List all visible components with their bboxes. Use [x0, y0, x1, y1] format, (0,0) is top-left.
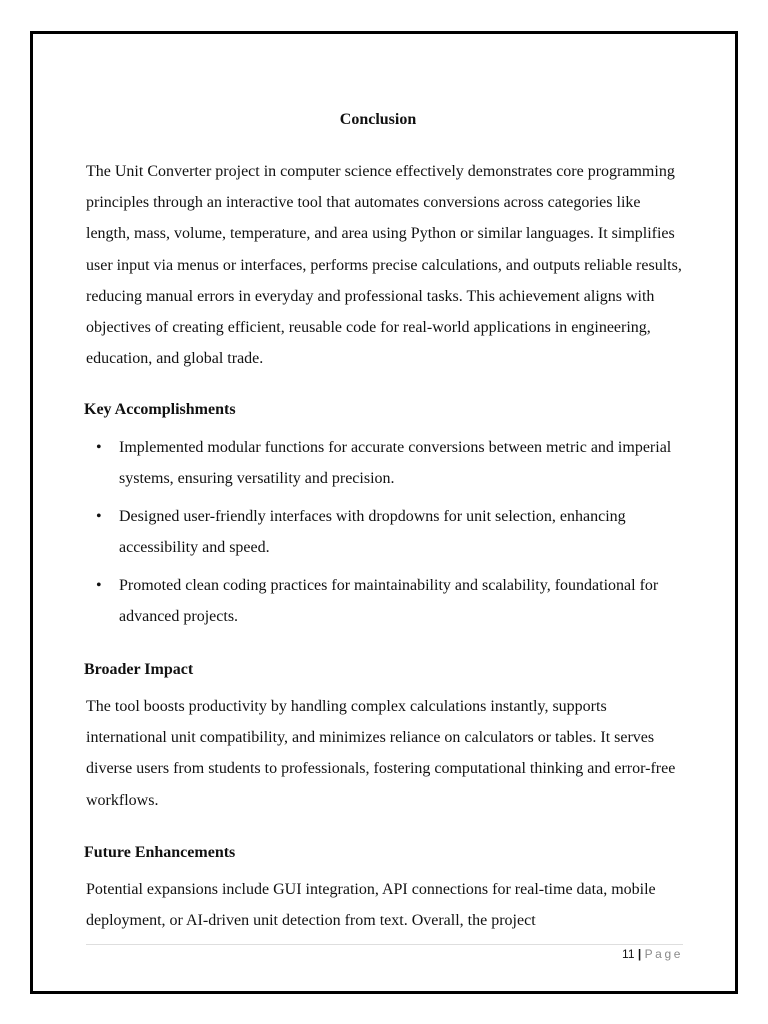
bullet-icon: • — [96, 508, 102, 525]
impact-paragraph: The tool boosts productivity by handling complex calculations instantly, supports international unit compatibility, and minimizes reliance on calculators or tables. It serves diverse users from students to professionals, fostering computational thinking and error-free workflows. — [86, 698, 676, 809]
accomplishments-list — [86, 432, 686, 639]
page-separator: | — [637, 947, 642, 961]
list-item-text: Implemented modular functions for accurate conversions between metric and imperial systems, ensuring versatility and precision. — [119, 439, 672, 487]
list-item-text: Designed user-friendly interfaces with dropdowns for unit selection, enhancing accessibility and speed. — [119, 508, 626, 556]
page-title: Conclusion — [339, 111, 417, 128]
intro-paragraph: The Unit Converter project in computer science effectively demonstrates core programming principles through an interactive tool that automates conversions across categories like length, mass, volume, temperature, and area using Python or similar languages. It simplifies user input via menus or interfaces, performs precise calculations, and outputs reliable results, reducing manual errors in everyday and professional tasks. This achievement aligns with objectives of creating efficient, reusable code for real-world applications in engineering, education, and global trade. — [86, 163, 682, 368]
page-number: 11 — [622, 947, 635, 961]
bullet-icon: • — [96, 577, 102, 594]
impact-heading: Broader Impact — [84, 661, 194, 678]
page-footer — [86, 944, 683, 963]
future-paragraph: Potential expansions include GUI integration, API connections for real-time data, mobile deployment, or AI-driven unit detection from text. Overall, the project — [86, 881, 656, 930]
list-item — [86, 432, 686, 494]
page-label: Page — [644, 947, 683, 961]
list-item — [86, 570, 686, 632]
future-heading: Future Enhancements — [84, 844, 236, 861]
bullet-icon: • — [96, 439, 102, 456]
list-item — [86, 501, 686, 563]
accomplishments-heading: Key Accomplishments — [84, 401, 236, 418]
list-item-text: Promoted clean coding practices for maintainability and scalability, foundational for advanced projects. — [119, 577, 659, 625]
